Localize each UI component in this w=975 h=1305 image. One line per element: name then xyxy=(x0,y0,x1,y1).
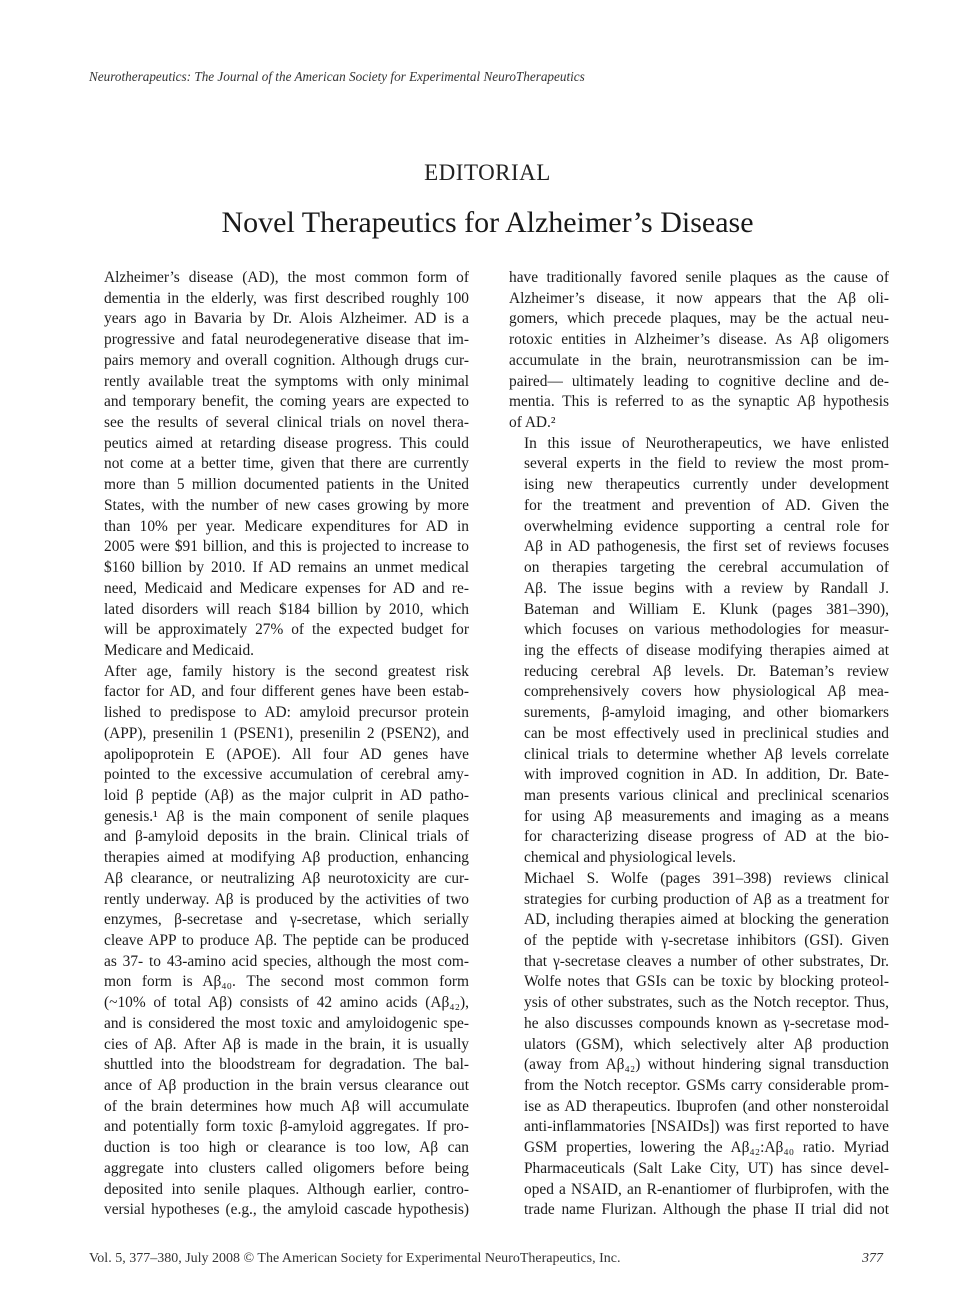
text-line: man presents various clinical and preclinical scenarios xyxy=(524,786,889,804)
text-line: will be approximately 27% of the expected budget for xyxy=(104,621,469,639)
text-line: Bateman and William E. Klunk (pages 381–390), xyxy=(524,600,889,618)
text-line: lished to predispose to AD: amyloid precursor protein xyxy=(104,704,469,722)
text-line: ise as AD therapeutics. Ibuprofen (and other nonsteroidal xyxy=(524,1097,889,1115)
text-line: cies of Aβ. After Aβ is made in the brain, it is usually xyxy=(104,1035,469,1053)
text-line: versial hypotheses (e.g., the amyloid cascade hypothesis) xyxy=(104,1201,469,1219)
running-head: Neurotherapeutics: The Journal of the American Society for Experimental NeuroTherapeutics xyxy=(89,69,585,84)
text-line: chemical and physiological levels. xyxy=(524,849,736,867)
text-line: anti-inflammatories [NSAIDs]) was first reported to have xyxy=(524,1118,889,1136)
text-line: $160 billion by 2010. If AD remains an unmet medical xyxy=(104,559,469,577)
text-line: dementia in the elderly, was first described roughly 100 xyxy=(104,289,469,307)
right-column xyxy=(509,268,889,1221)
text-line: can be most effectively used in preclinical studies and xyxy=(524,724,889,742)
text-line: ing the effects of disease modifying therapies aimed at xyxy=(524,641,889,659)
text-line: of AD.² xyxy=(509,414,556,432)
text-line: have traditionally favored senile plaques as the cause of xyxy=(509,269,889,286)
text-line: ising new therapeutics currently under development xyxy=(524,476,889,494)
text-line: mon form is Aβ₄₀. The second most common form xyxy=(104,973,469,991)
text-line: and temporary benefit, the coming years are expected to xyxy=(104,393,469,411)
text-line: as 37- to 43-amino acid species, although the most com- xyxy=(104,952,469,970)
text-line: Alzheimer’s disease, it now appears that the Aβ oli- xyxy=(509,289,889,307)
text-line: 2005 were $91 billion, and this is projected to increase to xyxy=(104,538,469,556)
text-line: Aβ clearance, or neutralizing Aβ neurotoxicity are cur- xyxy=(104,869,469,887)
text-line: apolipoprotein E (APOE). All four AD genes have xyxy=(104,745,469,763)
text-line: on therapies targeting the cerebral accumulation of xyxy=(524,559,889,577)
text-line: States, with the number of new cases growing by more xyxy=(104,496,469,514)
text-line: Medicare and Medicaid. xyxy=(104,641,254,659)
text-line: than 10% per year. Medicare expenditures for AD in xyxy=(104,517,469,535)
text-line: and β-amyloid deposits in the brain. Clinical trials of xyxy=(104,828,469,846)
text-line: shuttled into the bloodstream for degradation. The bal- xyxy=(104,1056,469,1074)
text-line: In this issue of Neurotherapeutics, we have enlisted xyxy=(524,434,889,452)
text-line: ance of Aβ production in the brain versus clearance out xyxy=(104,1077,469,1095)
text-line: trade name Flurizan. Although the phase II trial did not xyxy=(524,1201,889,1219)
text-line: ysis of other substrates, such as the Notch receptor. Thus, xyxy=(524,994,889,1012)
paragraph xyxy=(509,268,889,434)
text-line: for the treatment and prevention of AD. Given the xyxy=(524,496,889,514)
text-line: clinical trials to determine whether Aβ levels correlate xyxy=(524,745,889,763)
text-line: years ago in Bavaria by Dr. Alois Alzheimer. AD is a xyxy=(104,310,469,328)
text-line: rently available treat the symptoms with only minimal xyxy=(104,372,469,390)
text-line: of the peptide with γ-secretase inhibitors (GSI). Given xyxy=(524,932,889,949)
text-line: need, Medicaid and Medicare expenses for AD and re- xyxy=(104,579,469,597)
text-line: pairs memory and overall cognition. Although drugs cur- xyxy=(104,351,469,369)
paragraph xyxy=(89,662,469,1221)
text-line: deposited into senile plaques. Although earlier, contro- xyxy=(104,1180,469,1198)
text-line: (away from Aβ₄₂) without hindering signal transduction xyxy=(524,1056,889,1074)
text-line: reducing cerebral Aβ levels. Dr. Bateman’s review xyxy=(524,662,889,680)
text-line: accumulate in the brain, neurotransmission can be im- xyxy=(509,351,889,369)
section-label: EDITORIAL xyxy=(424,160,551,185)
text-line: After age, family history is the second greatest risk xyxy=(104,662,469,680)
text-line: that γ-secretase cleaves a number of other substrates, Dr. xyxy=(524,952,889,970)
text-line: Aβ in AD pathogenesis, the first set of reviews focuses xyxy=(524,538,889,556)
text-line: therapies aimed at modifying Aβ production, enhancing xyxy=(104,849,469,867)
text-line: loid β peptide (Aβ) as the major culprit in AD patho- xyxy=(104,786,469,804)
text-line: for characterizing disease progress of AD at the bio- xyxy=(524,828,889,846)
text-line: peutics aimed at retarding disease progress. This could xyxy=(104,434,469,452)
article-title: Novel Therapeutics for Alzheimer’s Disease xyxy=(221,206,754,239)
text-line: Wolfe notes that GSIs can be toxic by blocking proteol- xyxy=(524,973,889,991)
text-line: pointed to the excessive accumulation of cerebral amy- xyxy=(104,766,469,784)
text-line: surements, β-amyloid imaging, and other biomarkers xyxy=(524,704,889,722)
text-line: overwhelming evidence supporting a central role for xyxy=(524,517,889,535)
text-line: gomers, which precede plaques, may be the actual neu- xyxy=(509,310,889,328)
text-line: Michael S. Wolfe (pages 391–398) reviews clinical xyxy=(524,869,889,887)
text-line: rotoxic entities in Alzheimer’s disease. As Aβ oligomers xyxy=(509,331,889,349)
text-line: genesis.¹ Aβ is the main component of senile plaques xyxy=(104,807,469,825)
text-line: see the results of several clinical trials on novel thera- xyxy=(104,414,469,432)
text-line: duction is too high or clearance is too low, Aβ can xyxy=(104,1139,469,1157)
text-line: several experts in the field to review the most prom- xyxy=(524,455,889,473)
text-line: and is considered the most toxic and amyloidogenic spe- xyxy=(104,1014,469,1032)
text-line: ulators (GSM), which selectively alter Aβ production xyxy=(524,1035,889,1053)
text-line: factor for AD, and four different genes have been estab- xyxy=(104,683,469,701)
text-line: AD, including therapies aimed at blocking the generation xyxy=(524,911,889,929)
text-line: with improved cognition in AD. In addition, Dr. Bate- xyxy=(524,766,889,784)
text-line: (APP), presenilin 1 (PSEN1), presenilin 2 (PSEN2), and xyxy=(104,724,469,742)
text-line: strategies for curbing production of Aβ as a treatment for xyxy=(524,890,889,908)
text-line: Aβ. The issue begins with a review by Randall J. xyxy=(524,579,889,597)
text-line: more than 5 million documented patients in the United xyxy=(104,476,469,494)
paragraph xyxy=(89,268,469,662)
text-line: Pharmaceuticals (Salt Lake City, UT) has since devel- xyxy=(524,1159,889,1177)
text-line: cleave APP to produce Aβ. The peptide can be produced xyxy=(104,932,469,949)
page-number: 377 xyxy=(862,1251,883,1266)
text-line: oped a NSAID, an R-enantiomer of flurbiprofen, with the xyxy=(524,1180,889,1198)
text-line: enzymes, β-secretase and γ-secretase, which serially xyxy=(104,911,469,929)
text-line: from the Notch receptor. GSMs carry considerable prom- xyxy=(524,1077,889,1095)
text-line: aggregate into clusters called oligomers before being xyxy=(104,1159,469,1177)
text-line: which focuses on various methodologies for measur- xyxy=(524,621,889,639)
text-line: and potentially form toxic β-amyloid aggregates. If pro- xyxy=(104,1118,469,1136)
text-line: rently underway. Aβ is produced by the activities of two xyxy=(104,890,469,908)
text-line: lated disorders will reach $184 billion by 2010, which xyxy=(104,600,469,618)
paragraph xyxy=(509,434,889,869)
text-line: paired— ultimately leading to cognitive decline and de- xyxy=(509,372,889,390)
text-line: comprehensively covers how physiological Aβ mea- xyxy=(524,683,889,701)
text-line: (~10% of total Aβ) consists of 42 amino acids (Aβ₄₂), xyxy=(104,994,469,1012)
left-column xyxy=(89,268,469,1221)
text-line: Alzheimer’s disease (AD), the most common form of xyxy=(104,269,469,286)
text-line: GSM properties, lowering the Aβ₄₂:Aβ₄₀ ratio. Myriad xyxy=(524,1139,889,1157)
text-line: for using Aβ measurements and imaging as a means xyxy=(524,807,889,825)
text-line: progressive and fatal neurodegenerative disease that im- xyxy=(104,331,469,349)
text-line: he also discusses compounds known as γ-secretase mod- xyxy=(524,1014,889,1032)
text-line: not come at a better time, given that there are currently xyxy=(104,455,469,473)
text-line: of the brain determines how much Aβ will accumulate xyxy=(104,1097,469,1115)
paragraph xyxy=(509,869,889,1221)
text-line: mentia. This is referred to as the synaptic Aβ hypothesis xyxy=(509,393,889,411)
footer-citation: Vol. 5, 377–380, July 2008 © The American Society for Experimental NeuroTherapeutics, Inc. xyxy=(89,1251,621,1266)
